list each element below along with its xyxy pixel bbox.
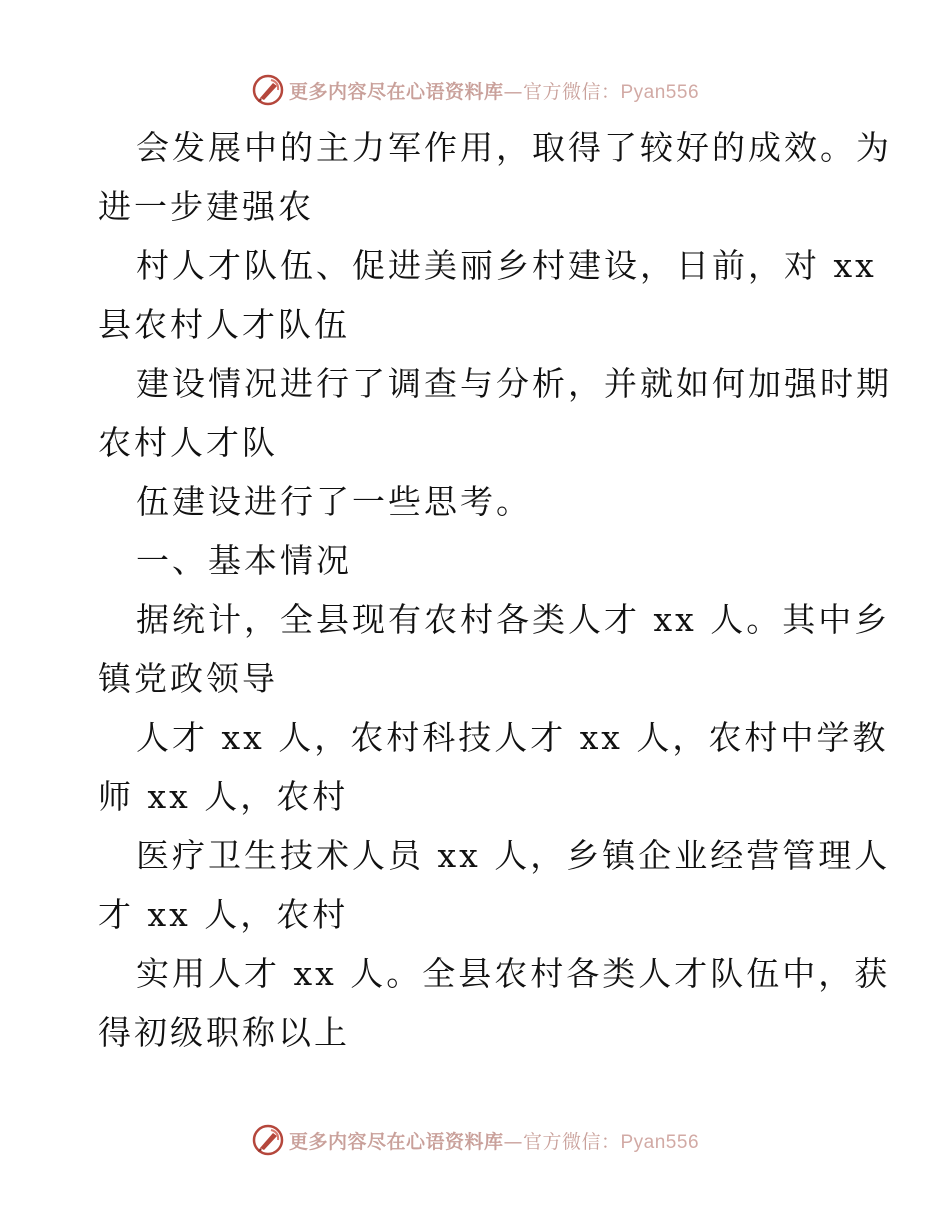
watermark-brand: 更多内容尽在心语资料库 — [288, 80, 504, 103]
text-line: 建设情况进行了调查与分析，并就如何加强时期 — [136, 364, 892, 403]
footer-watermark — [0, 1120, 950, 1160]
text-line: 才 xx 人，农村 — [98, 895, 349, 934]
watermark-wechat-id: Pyan556 — [620, 1131, 700, 1153]
text-line: 镇党政领导 — [98, 659, 278, 698]
watermark-brand: 更多内容尽在心语资料库 — [288, 1130, 504, 1153]
watermark-wechat-id: Pyan556 — [620, 81, 700, 103]
watermark-dash: — — [503, 1130, 523, 1153]
text-line: 进一步建强农 — [98, 187, 314, 226]
text-line: 实用人才 xx 人。全县农村各类人才队伍中，获 — [136, 954, 891, 993]
pen-logo-icon — [251, 1123, 285, 1157]
watermark-text — [289, 77, 699, 104]
watermark-wechat-label: 官方微信： — [522, 1130, 621, 1153]
watermark-dash: — — [503, 80, 523, 103]
text-line: 据统计，全县现有农村各类人才 xx 人。其中乡 — [136, 600, 891, 639]
text-line: 县农村人才队伍 — [98, 305, 350, 344]
text-line: 会发展中的主力军作用，取得了较好的成效。为 — [136, 128, 892, 167]
watermark-wechat-label: 官方微信： — [522, 80, 621, 103]
header-watermark — [0, 70, 950, 110]
text-line: 师 xx 人，农村 — [98, 777, 349, 816]
text-line: 伍建设进行了一些思考。 — [136, 482, 532, 521]
text-line: 人才 xx 人，农村科技人才 xx 人，农村中学教 — [136, 718, 889, 757]
text-line: 农村人才队 — [98, 423, 278, 462]
body-text — [98, 118, 892, 1062]
text-line: 村人才队伍、促进美丽乡村建设，日前，对 xx — [136, 246, 877, 285]
text-line: 得初级职称以上 — [98, 1013, 350, 1052]
text-line: 医疗卫生技术人员 xx 人，乡镇企业经营管理人 — [136, 836, 891, 875]
pen-logo-icon — [251, 73, 285, 107]
section-heading: 一、基本情况 — [136, 541, 352, 580]
watermark-text — [289, 1127, 699, 1154]
